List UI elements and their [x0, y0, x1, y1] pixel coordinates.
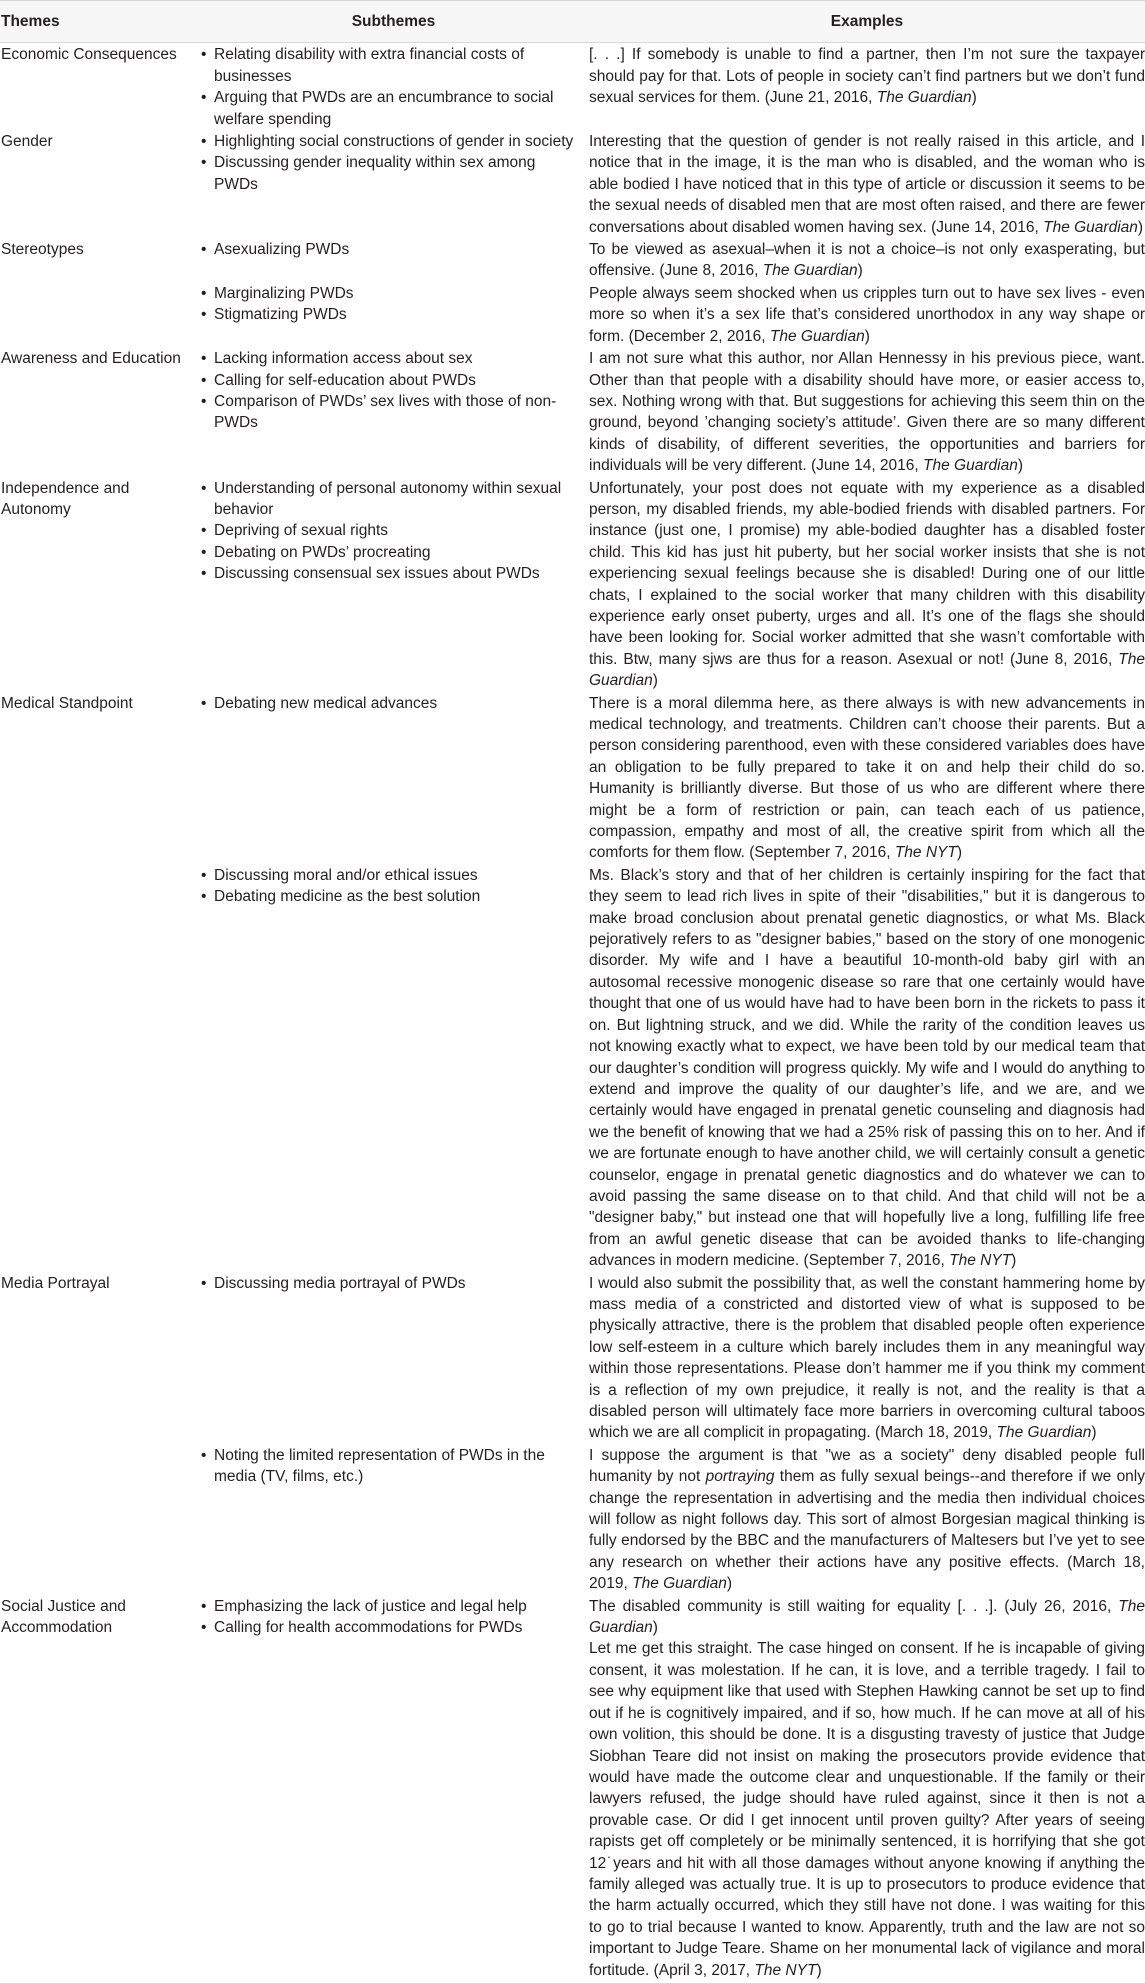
- subtheme-item: • Marginalizing PWDs: [198, 283, 575, 304]
- subtheme-item: • Stigmatizing PWDs: [198, 304, 575, 325]
- example-cell: [589, 1444, 1145, 1595]
- example-cell: [589, 238, 1145, 282]
- example-cell: [589, 1272, 1145, 1444]
- subtheme-item: • Highlighting social constructions of gender in society: [198, 131, 575, 152]
- table-row: [0, 477, 1145, 692]
- subtheme-item: • Relating disability with extra financial costs of businesses: [198, 44, 575, 87]
- example-text: To be viewed as asexual–when it is not a choice–is not only exasperating, but offensive.: [589, 241, 1145, 280]
- example-text: I would also submit the possibility that, as well the constant hammering home by mass media of a constricted and distorted view of what is supposed to be physically attractive, there is the problem that disabled people often experience low self-esteem in a culture which barely includes them in any meaningful way within those representations. Please don’t hammer me if you think my comment is a reflection of my own prejudice, it really is not, and the reality is that a disabled person will ultimately face more barriers in overcoming cultural taboos which we are all complicit in propagating.: [589, 1274, 1145, 1442]
- theme-cell: Independence and Autonomy: [1, 479, 130, 518]
- theme-cell: [0, 1444, 198, 1595]
- source-pre: (September 7, 2016,: [799, 1252, 950, 1270]
- subthemes-cell: [198, 130, 589, 238]
- source-post: ): [652, 672, 658, 690]
- example-text: Let me get this straight. The case hinged on consent. If he is incapable of giving consent, it was molestation. If he can, it is love, and a terrible tragedy. I fail to see why equipment like that used with Stephen Hawking cannot be set up to find out if he is cognitively impaired, and if so, how much. If he can move at all of his own volition, this should be done. It is a disgusting travesty of justice that Judge Siobhan Teare did not insist on making the prosecutors provide evidence that would have made the outcome clear and unquestionable. If the family or their lawyers refused, the judge should have ruled against, since it then is not a provable case. Or did I get innocent until proven guilty? After years of seeing rapists get off completely or be minimally sentenced, it is horrifying that she got 12˙years and hit with all those damages without anyone knowing if anything the family alleged was actually true. It is up to prosecutors to produce evidence that the harm actually occurred, which they still have not done. I was waiting for this to go to trial because I wanted to know. Apparently, truth and the law are not so important to Judge Teare. Shame on her monumental lack of vigilance and moral fortitude.: [589, 1640, 1145, 1979]
- source-publication: The Guardian: [1043, 218, 1138, 236]
- subtheme-item: • Noting the limited representation of PWDs in the media (TV, films, etc.): [198, 1445, 575, 1488]
- source-post: ): [857, 262, 863, 280]
- example-cell: [589, 477, 1145, 692]
- example-text: them as fully sexual beings--and therefore if we only change the representation in advertising and the media then individual choices will follow as night follows day. This sort of almost Borgesian magical thinking is fully endorsed by the BBC and the manufacturers of Maltesers but I’ve yet to see any research on whether their actions have any positive effects.: [589, 1468, 1145, 1571]
- subthemes-cell: [198, 347, 589, 476]
- theme-cell: Stereotypes: [1, 241, 84, 259]
- subtheme-item: • Debating new medical advances: [198, 693, 575, 714]
- theme-cell: Economic Consequences: [1, 46, 177, 64]
- subthemes-cell: [198, 282, 589, 347]
- example-cell: [589, 1595, 1145, 1984]
- source-pre: (March 18, 2019,: [589, 1553, 1145, 1593]
- subtheme-item: • Debating medicine as the best solution: [198, 886, 575, 907]
- source-publication: The Guardian: [632, 1575, 727, 1593]
- source-post: ): [864, 327, 870, 345]
- source-pre: (December 2, 2016,: [624, 327, 770, 345]
- example-text: Ms. Black’s story and that of her children is certainly inspiring for the fact that they seem to lead rich lives in spite of their "disabilities," but it is dangerous to make broad conclusion about prenatal genetic diagnostics, or what Ms. Black pejoratively refers to as "designer babies," based on the story of one monogenic disorder. My wife and I have a beautiful 10-month-old baby girl with an autosomal recessive monogenic disease so rare that one certainly would have thought that one of us would have had to have been born in the rickets to pass it on. But lightning struck, and we did. While the rarity of the condition leaves us not knowing exactly what to expect, we have been told by our medical team that our daughter’s condition will progress quickly. My wife and I would do anything to extend and improve the quality of our daughter’s life, and we are, and we certainly would have engaged in prenatal genetic counseling and diagnosis had we the benefit of knowing that we had a 25% risk of passing this on to her. And if we are fortunate enough to have another child, we will certainly consult a genetic counselor, engage in prenatal genetic diagnostics and do whatever we can to avoid passing the same disease on to that child. And that child will not be a "designer baby," but instead one that will hopefully live a long, fulfilling life free from an awful genetic disease that can be avoided thanks to life-changing advances in modern medicine.: [589, 866, 1145, 1270]
- subtheme-item: • Arguing that PWDs are an encumbrance to social welfare spending: [198, 87, 575, 130]
- theme-cell: [0, 282, 198, 347]
- subthemes-cell: [198, 43, 589, 130]
- source-publication: The Guardian: [923, 457, 1018, 475]
- theme-cell: Medical Standpoint: [1, 694, 133, 712]
- subthemes-cell: [198, 477, 589, 692]
- source-publication: The Guardian: [769, 327, 865, 345]
- table-row: [0, 282, 1145, 347]
- example-cell: [589, 347, 1145, 476]
- header-examples: Examples: [589, 1, 1145, 43]
- source-post: ): [1091, 1424, 1097, 1442]
- theme-cell: Social Justice and Accommodation: [0, 1595, 198, 1984]
- source-pre: (June 14, 2016,: [926, 218, 1044, 236]
- table-row: [0, 1272, 1145, 1444]
- example-text: I am not sure what this author, nor Allan Hennessy in his previous piece, want. Other than that people with a disability should have more, or easier access to, sex. Nothing wrong with that. But suggestions for achieving this seem thin on the ground, beyond ’changing society’s attitude’. Given there are so many different kinds of disability, of different severities, the opportunities and barriers for individuals will be very different.: [589, 350, 1145, 475]
- subtheme-item: • Debating on PWDs’ procreating: [198, 542, 575, 563]
- example-cell: [589, 864, 1145, 1272]
- subthemes-cell: [198, 1444, 589, 1595]
- subthemes-cell: [198, 1595, 589, 1984]
- subthemes-cell: [198, 238, 589, 282]
- subthemes-cell: [198, 692, 589, 864]
- subtheme-item: • Discussing consensual sex issues about PWDs: [198, 563, 575, 584]
- example-cell: [589, 282, 1145, 347]
- table-row: [0, 692, 1145, 864]
- table-row: [0, 864, 1145, 1272]
- source-publication: The NYT: [894, 844, 957, 862]
- example-text-pre: I suppose the argument is that "we as a society" deny disabled people full humanity by not: [589, 1446, 1145, 1486]
- example-text: [. . .] If somebody is unable to find a partner, then I’m not sure the taxpayer should pay for that. Lots of people in society can’t find partners but we don’t fund sexual services for them.: [589, 46, 1145, 107]
- example-first-publication: The Guardian: [589, 1597, 1145, 1637]
- header-subthemes: Subthemes: [198, 1, 589, 43]
- source-post: ): [956, 844, 963, 862]
- subtheme-item: • Calling for self-education about PWDs: [198, 370, 575, 391]
- source-pre: (June 14, 2016,: [806, 457, 924, 475]
- subtheme-item: • Depriving of sexual rights: [198, 520, 575, 541]
- subtheme-item: • Emphasizing the lack of justice and legal help: [198, 1596, 575, 1617]
- example-cell: [589, 130, 1145, 238]
- example-text-emphasis: portraying: [705, 1468, 775, 1486]
- source-post: ): [726, 1575, 733, 1593]
- subtheme-item: • Asexualizing PWDs: [198, 239, 575, 260]
- source-pre: (April 3, 2017,: [649, 1961, 755, 1979]
- source-post: ): [971, 89, 977, 107]
- subtheme-item: • Comparison of PWDs’ sex lives with those of non-PWDs: [198, 391, 575, 434]
- source-post: ): [1011, 1252, 1017, 1270]
- source-pre: (September 7, 2016,: [744, 844, 895, 862]
- table-row: [0, 1444, 1145, 1595]
- example-text: Interesting that the question of gender is not really raised in this article, and I notice that in the image, it is the man who is disabled, and the woman who is able bodied I have noticed that in this type of article or discussion it seems to be the sexual needs of disabled men that are most often raised, and there are fewer conversations about disabled women having sex.: [589, 133, 1145, 236]
- theme-cell: Media Portrayal: [1, 1274, 110, 1292]
- example-text: Unfortunately, your post does not equate with my experience as a disabled person, my disabled friends, my able-bodied friends with disabled partners. For instance (just one, I promise) my able-bodied daughter has a disabled foster child. This kid has just hit puberty, but her social worker insists that she is not experiencing sexual feelings because she is disabled! During one of our little chats, I explained to the social worker that many children with this disability experience early onset puberty, urges and all. It’s one of the flags she should have been looking for. Social worker admitted that she wasn’t comfortable with this. Btw, many sjws are thus for a reason. Asexual or not!: [589, 479, 1145, 668]
- example-cell: [589, 43, 1145, 130]
- header-row: [0, 1, 1145, 43]
- subtheme-item: • Lacking information access about sex: [198, 348, 575, 369]
- source-publication: The Guardian: [996, 1424, 1092, 1442]
- example-cell: [589, 692, 1145, 864]
- table-row: [0, 43, 1145, 130]
- source-pre: (March 18, 2019,: [870, 1424, 997, 1442]
- source-publication: The NYT: [949, 1252, 1012, 1270]
- theme-cell: Gender: [1, 133, 53, 151]
- source-pre: (June 21, 2016,: [760, 89, 877, 107]
- subtheme-item: • Discussing media portrayal of PWDs: [198, 1273, 575, 1294]
- example-text: There is a moral dilemma here, as there always is with new advancements in medical technology, and treatments. Children can’t choose their parents. But a person considering parenthood, even with these considered variables does have an obligation to be fully prepared to take it on and help their child do so. Humanity is brilliantly diverse. But those of us who are different where there might be a form of restriction or pain, can teach each of us patience, compassion, empathy and most of all, the creative spirit from which all the comforts for them flow.: [589, 694, 1145, 862]
- theme-cell: [0, 864, 198, 1272]
- example-text: People always seem shocked when us cripples turn out to have sex lives - even more so when it’s a sex life that’s considered unorthodox in any way shape or form.: [589, 284, 1145, 345]
- theme-cell: Awareness and Education: [1, 350, 181, 368]
- source-publication: The NYT: [754, 1961, 817, 1979]
- subtheme-item: • Discussing gender inequality within sex among PWDs: [198, 152, 575, 195]
- source-publication: The Guardian: [589, 650, 1145, 690]
- example-first: The disabled community is still waiting for equality [. . .]. (July 26, 2016,: [589, 1597, 1119, 1615]
- subtheme-item: • Calling for health accommodations for PWDs: [198, 1617, 575, 1638]
- table-row: [0, 347, 1145, 476]
- table-row: [0, 130, 1145, 238]
- table-row: [0, 1595, 1145, 1984]
- header-themes: Themes: [0, 1, 198, 43]
- source-post: ): [1017, 457, 1023, 475]
- source-publication: The Guardian: [762, 262, 858, 280]
- source-pre: (June 8, 2016,: [655, 262, 763, 280]
- source-publication: The Guardian: [876, 89, 972, 107]
- subtheme-item: • Discussing moral and/or ethical issues: [198, 865, 575, 886]
- subthemes-cell: [198, 864, 589, 1272]
- source-post: ): [816, 1961, 822, 1979]
- source-post: ): [1137, 218, 1144, 236]
- subtheme-item: • Understanding of personal autonomy within sexual behavior: [198, 478, 575, 521]
- source-pre: (June 8, 2016,: [1004, 650, 1119, 668]
- subthemes-cell: [198, 1272, 589, 1444]
- example-first-post: ): [652, 1619, 658, 1637]
- table-row: [0, 238, 1145, 282]
